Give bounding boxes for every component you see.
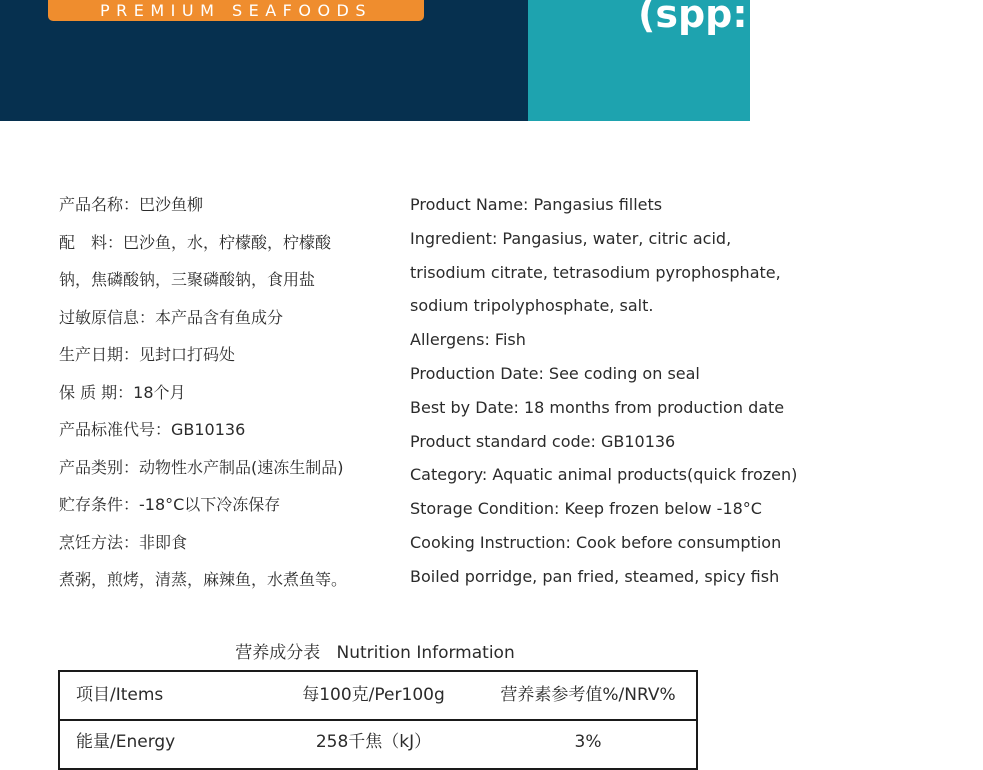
header-items: 项目/Items [76,685,164,705]
en-ingredients-line-2: trisodium citrate, tetrasodium pyrophosphate, [410,262,781,282]
en-production-date: Production Date: See coding on seal [410,363,700,383]
cn-category: 产品类别：动物性水产制品(速冻生制品) [59,457,344,477]
en-ingredients-line-1: Ingredient: Pangasius, water, citric acid, [410,228,732,248]
cn-shelf-life: 保 质 期：18个月 [59,382,186,402]
energy-value: 258千焦（kJ） [315,732,432,752]
header-per100g: 每100克/Per100g [302,685,445,705]
en-storage: Storage Condition: Keep frozen below -18°C [410,499,762,519]
en-allergens: Allergens: Fish [410,330,526,350]
en-cooking-instruction: Cooking Instruction: Cook before consumption [410,532,782,552]
cn-cooking-examples: 煮粥，煎烤，清蒸，麻辣鱼，水煮鱼等。 [59,570,348,589]
cn-ingredients-line-2: 钠，焦磷酸钠，三聚磷酸钠，食用盐 [59,270,316,289]
table-row [60,719,696,763]
en-cooking-examples: Boiled porridge, pan fried, steamed, spicy fish [410,566,780,586]
cn-standard-code: 产品标准代号：GB10136 [59,420,246,439]
en-best-by: Best by Date: 18 months from production date [410,397,785,417]
header-banner [0,0,983,121]
cn-ingredients-line-1: 配 料：巴沙鱼，水，柠檬酸，柠檬酸 [59,232,332,252]
nutrition-title: 营养成分表 Nutrition Information [235,643,515,663]
en-product-name: Product Name: Pangasius fillets [410,195,663,214]
energy-nrv: 3% [574,732,602,752]
cn-production-date: 生产日期：见封口打码处 [59,345,236,364]
premium-seafoods-tag: PREMIUM SEAFOODS [48,0,424,21]
en-category: Category: Aquatic animal products(quick frozen) [410,465,798,485]
species-label: (spp:Pangasius) [638,0,983,36]
energy-label: 能量/Energy [76,732,176,752]
nutrition-header-row [60,674,696,716]
en-standard-code: Product standard code: GB10136 [410,431,676,451]
banner-teal-panel [528,0,983,121]
cn-allergens: 过敏原信息：本产品含有鱼成分 [59,307,284,327]
cn-storage: 贮存条件：-18°C以下冷冻保存 [59,495,281,514]
cn-product-name: 产品名称：巴沙鱼柳 [59,195,204,214]
chinese-product-info [59,188,389,601]
nutrition-table [58,670,698,770]
en-ingredients-line-3: sodium tripolyphosphate, salt. [410,296,654,316]
banner-navy-panel [0,0,528,121]
english-product-info [410,188,798,594]
header-nrv: 营养素参考值%/NRV% [500,685,676,705]
cn-cooking-method: 烹饪方法：非即食 [59,532,188,552]
